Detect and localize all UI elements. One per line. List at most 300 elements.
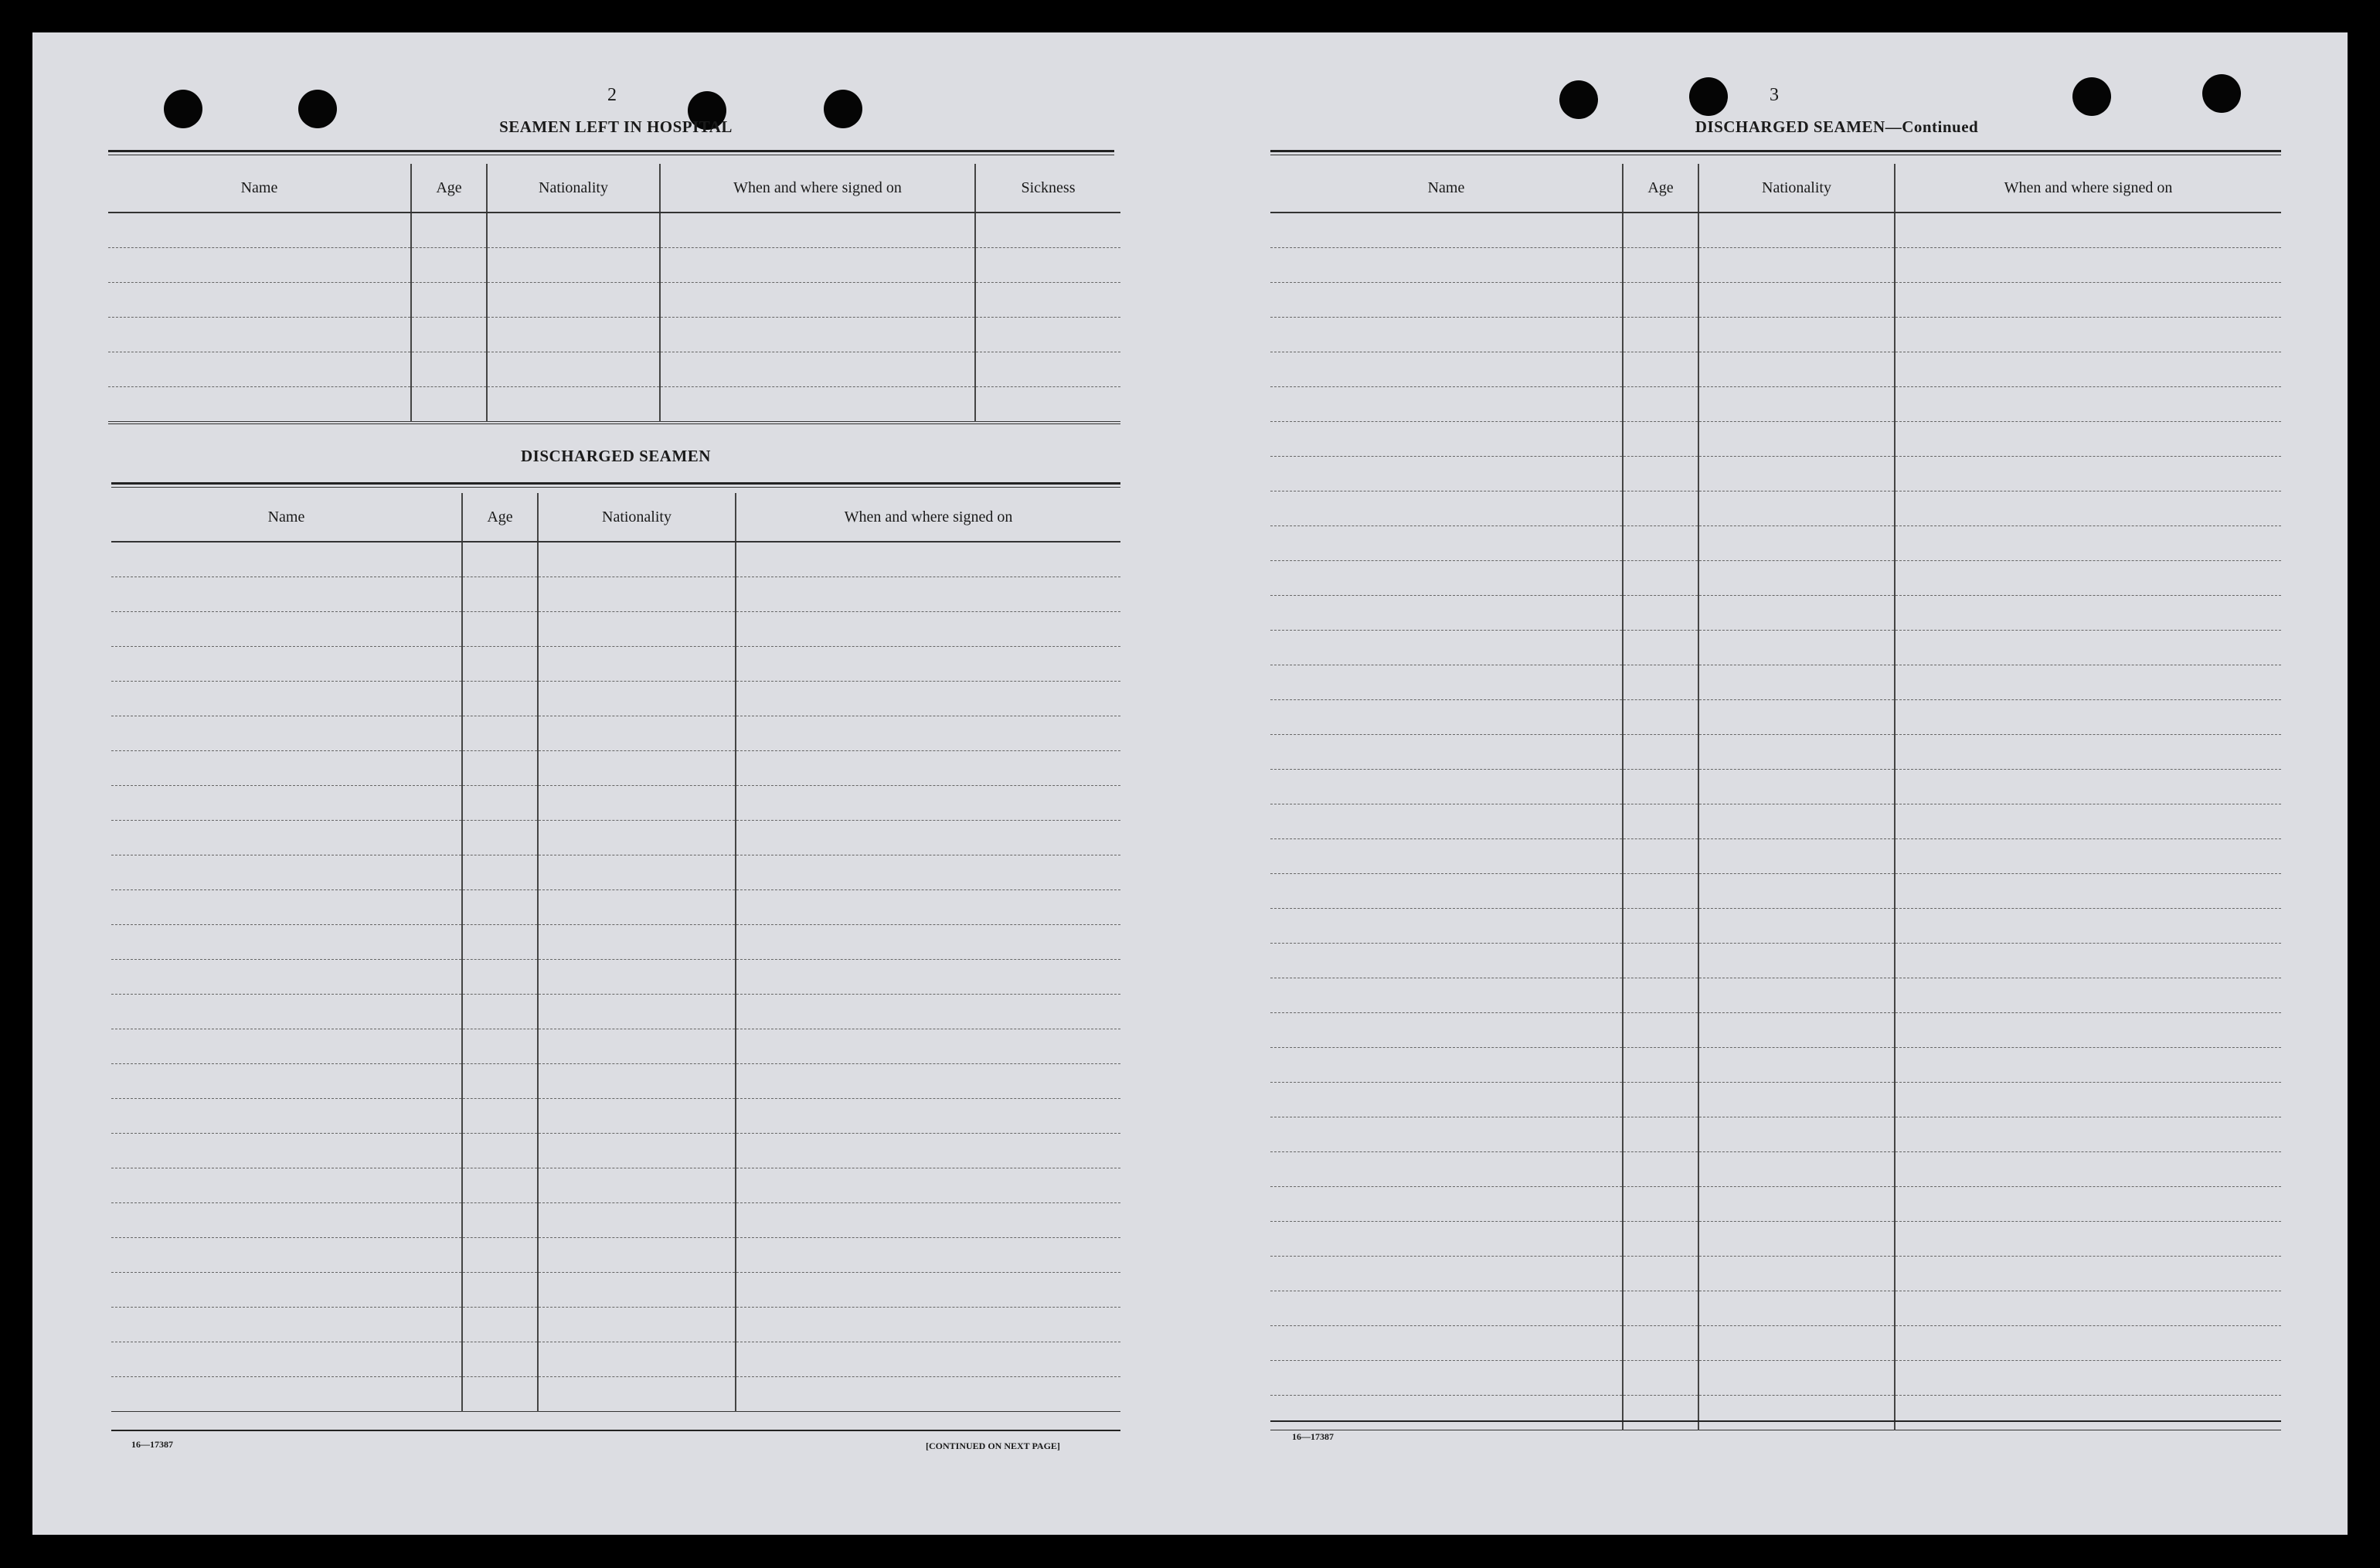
table-cell bbox=[1270, 1257, 1623, 1291]
table-row bbox=[1270, 735, 2281, 770]
table-row bbox=[1270, 1291, 2281, 1326]
table-cell bbox=[1270, 1222, 1623, 1257]
table-cell bbox=[411, 283, 487, 318]
table-cell bbox=[1895, 1152, 2281, 1187]
table-cell bbox=[487, 248, 660, 283]
table-row bbox=[111, 786, 1120, 821]
table-cell bbox=[1270, 874, 1623, 909]
table-cell bbox=[111, 1064, 462, 1099]
table-cell bbox=[111, 716, 462, 751]
table-cell bbox=[736, 1168, 1120, 1203]
table-cell bbox=[1623, 1013, 1698, 1048]
table-cell bbox=[1895, 1257, 2281, 1291]
table-row bbox=[1270, 804, 2281, 839]
table-cell bbox=[462, 647, 538, 682]
table-cell bbox=[1623, 318, 1698, 352]
table-row bbox=[1270, 352, 2281, 387]
table-cell bbox=[538, 647, 736, 682]
table-cell bbox=[736, 1203, 1120, 1238]
table-cell bbox=[975, 352, 1120, 387]
table-cell bbox=[538, 1377, 736, 1412]
table-cell bbox=[1698, 318, 1895, 352]
table-header-row bbox=[111, 493, 1120, 542]
table-row bbox=[1270, 1152, 2281, 1187]
table-cell bbox=[1895, 1187, 2281, 1222]
table-cell bbox=[538, 682, 736, 716]
table-row bbox=[108, 318, 1120, 352]
table-row bbox=[1270, 631, 2281, 665]
table-cell bbox=[462, 682, 538, 716]
table-cell bbox=[538, 925, 736, 960]
table-cell bbox=[660, 248, 975, 283]
table-cell bbox=[1698, 248, 1895, 283]
table-cell bbox=[1698, 978, 1895, 1013]
table-cell bbox=[1895, 491, 2281, 526]
column-header-age: Age bbox=[462, 493, 538, 542]
table-row bbox=[1270, 596, 2281, 631]
table-cell bbox=[1895, 387, 2281, 422]
table-cell bbox=[1698, 352, 1895, 387]
page-number: 2 bbox=[607, 85, 617, 105]
table-row bbox=[1270, 1222, 2281, 1257]
table-cell bbox=[1270, 283, 1623, 318]
table-row bbox=[111, 1134, 1120, 1168]
table-cell bbox=[538, 855, 736, 890]
table-cell bbox=[538, 960, 736, 995]
table-cell bbox=[1623, 1117, 1698, 1152]
table-cell bbox=[1623, 248, 1698, 283]
table-cell bbox=[1270, 909, 1623, 944]
table-cell bbox=[111, 1134, 462, 1168]
table-cell bbox=[1623, 1257, 1698, 1291]
table-row bbox=[1270, 1013, 2281, 1048]
table-cell bbox=[1623, 596, 1698, 631]
table-cell bbox=[975, 213, 1120, 248]
top-rule bbox=[111, 482, 1120, 485]
table-cell bbox=[1895, 457, 2281, 491]
punch-hole bbox=[298, 90, 337, 128]
table-cell bbox=[1895, 283, 2281, 318]
table-cell bbox=[1895, 1326, 2281, 1361]
table-cell bbox=[660, 352, 975, 387]
table-cell bbox=[538, 1238, 736, 1273]
table-cell bbox=[1270, 1396, 1623, 1430]
table-cell bbox=[1270, 1291, 1623, 1326]
table-row bbox=[1270, 1083, 2281, 1117]
table-cell bbox=[1270, 248, 1623, 283]
table-cell bbox=[111, 1203, 462, 1238]
table-cell bbox=[462, 1168, 538, 1203]
table-row bbox=[1270, 387, 2281, 422]
table-cell bbox=[1623, 1152, 1698, 1187]
column-header-when-and-where-signed-on: When and where signed on bbox=[736, 493, 1120, 542]
table-cell bbox=[487, 318, 660, 352]
table-cell bbox=[1895, 1083, 2281, 1117]
table-cell bbox=[736, 925, 1120, 960]
table-cell bbox=[1698, 526, 1895, 561]
bottom-rule bbox=[1270, 1420, 2281, 1422]
table-cell bbox=[1270, 1083, 1623, 1117]
table-cell bbox=[1270, 978, 1623, 1013]
table-cell bbox=[1623, 1326, 1698, 1361]
hospital-table bbox=[108, 164, 1120, 422]
punch-hole bbox=[2202, 74, 2241, 113]
table-cell bbox=[1698, 1326, 1895, 1361]
table-row bbox=[111, 682, 1120, 716]
table-row bbox=[111, 995, 1120, 1029]
table-cell bbox=[1895, 909, 2281, 944]
form-number: 16—17387 bbox=[1292, 1431, 1334, 1442]
table-cell bbox=[736, 855, 1120, 890]
table-cell bbox=[487, 352, 660, 387]
table-cell bbox=[1895, 352, 2281, 387]
table-cell bbox=[1698, 631, 1895, 665]
table-row bbox=[111, 1029, 1120, 1064]
table-cell bbox=[1895, 631, 2281, 665]
table-cell bbox=[1698, 596, 1895, 631]
table-cell bbox=[1698, 1291, 1895, 1326]
table-cell bbox=[111, 821, 462, 855]
table-row bbox=[111, 821, 1120, 855]
page-number: 3 bbox=[1770, 85, 1779, 105]
table-row bbox=[111, 1308, 1120, 1342]
table-cell bbox=[111, 786, 462, 821]
table-cell bbox=[1895, 944, 2281, 978]
table-row bbox=[111, 612, 1120, 647]
table-cell bbox=[1698, 422, 1895, 457]
table-cell bbox=[462, 890, 538, 925]
table-cell bbox=[1623, 526, 1698, 561]
table-cell bbox=[111, 542, 462, 577]
table-cell bbox=[1698, 457, 1895, 491]
table-row bbox=[1270, 1257, 2281, 1291]
table-cell bbox=[111, 1342, 462, 1377]
table-cell bbox=[1895, 1117, 2281, 1152]
table-row bbox=[111, 751, 1120, 786]
left-page bbox=[32, 32, 1192, 1535]
table-row bbox=[111, 1168, 1120, 1203]
table-cell bbox=[108, 283, 411, 318]
table-row bbox=[111, 925, 1120, 960]
table-cell bbox=[1270, 1117, 1623, 1152]
table-cell bbox=[1698, 1083, 1895, 1117]
table-cell bbox=[538, 890, 736, 925]
column-header-nationality: Nationality bbox=[1698, 164, 1895, 213]
table-cell bbox=[108, 352, 411, 387]
table-cell bbox=[736, 577, 1120, 612]
table-cell bbox=[462, 821, 538, 855]
table-row bbox=[1270, 700, 2281, 735]
table-cell bbox=[736, 1342, 1120, 1377]
table-cell bbox=[462, 1134, 538, 1168]
table-cell bbox=[111, 1168, 462, 1203]
table-row bbox=[111, 1203, 1120, 1238]
table-cell bbox=[538, 1134, 736, 1168]
table-cell bbox=[1698, 804, 1895, 839]
table-cell bbox=[111, 1377, 462, 1412]
table-row bbox=[1270, 526, 2281, 561]
table-cell bbox=[660, 318, 975, 352]
table-cell bbox=[1623, 909, 1698, 944]
punch-hole bbox=[2072, 77, 2111, 116]
table-cell bbox=[462, 786, 538, 821]
top-rule bbox=[1270, 150, 2281, 152]
form-number: 16—17387 bbox=[131, 1439, 173, 1450]
table-row bbox=[111, 1064, 1120, 1099]
table-cell bbox=[1270, 561, 1623, 596]
table-cell bbox=[1895, 1396, 2281, 1430]
table-row bbox=[111, 577, 1120, 612]
table-cell bbox=[462, 1064, 538, 1099]
table-row bbox=[1270, 318, 2281, 352]
table-cell bbox=[736, 542, 1120, 577]
table-cell bbox=[736, 1134, 1120, 1168]
table-cell bbox=[1270, 1187, 1623, 1222]
table-cell bbox=[1623, 422, 1698, 457]
table-cell bbox=[538, 542, 736, 577]
table-row bbox=[111, 542, 1120, 577]
table-cell bbox=[1895, 561, 2281, 596]
table-cell bbox=[1895, 770, 2281, 804]
table-cell bbox=[1698, 839, 1895, 874]
table-cell bbox=[1270, 596, 1623, 631]
table-cell bbox=[736, 1377, 1120, 1412]
table-cell bbox=[1270, 665, 1623, 700]
table-cell bbox=[111, 1273, 462, 1308]
discharged-continued-title bbox=[1562, 117, 2111, 137]
table-cell bbox=[108, 318, 411, 352]
table-cell bbox=[975, 387, 1120, 422]
table-cell bbox=[736, 786, 1120, 821]
table-cell bbox=[111, 995, 462, 1029]
table-row bbox=[111, 960, 1120, 995]
table-cell bbox=[1270, 352, 1623, 387]
table-cell bbox=[1698, 700, 1895, 735]
right-page bbox=[1192, 32, 2348, 1535]
table-cell bbox=[1698, 491, 1895, 526]
table-cell bbox=[462, 577, 538, 612]
table-cell bbox=[1623, 491, 1698, 526]
table-cell bbox=[1623, 944, 1698, 978]
table-row bbox=[111, 647, 1120, 682]
table-cell bbox=[1623, 561, 1698, 596]
table-cell bbox=[975, 248, 1120, 283]
hospital-section-title: SEAMEN LEFT IN HOSPITAL bbox=[499, 117, 733, 136]
table-row bbox=[1270, 1396, 2281, 1430]
table-cell bbox=[1623, 1222, 1698, 1257]
table-cell bbox=[1270, 839, 1623, 874]
table-cell bbox=[111, 751, 462, 786]
table-header-row bbox=[108, 164, 1120, 213]
table-cell bbox=[1270, 318, 1623, 352]
table-row bbox=[108, 213, 1120, 248]
table-cell bbox=[736, 960, 1120, 995]
column-header-age: Age bbox=[411, 164, 487, 213]
table-row bbox=[111, 1099, 1120, 1134]
table-cell bbox=[462, 1377, 538, 1412]
table-cell bbox=[111, 682, 462, 716]
table-cell bbox=[1698, 213, 1895, 248]
table-cell bbox=[462, 1273, 538, 1308]
table-cell bbox=[1895, 422, 2281, 457]
table-row bbox=[108, 387, 1120, 422]
table-row bbox=[111, 890, 1120, 925]
table-cell bbox=[1895, 526, 2281, 561]
table-cell bbox=[108, 387, 411, 422]
table-cell bbox=[487, 283, 660, 318]
table-cell bbox=[1623, 283, 1698, 318]
table-cell bbox=[1270, 1326, 1623, 1361]
column-header-nationality: Nationality bbox=[487, 164, 660, 213]
table-cell bbox=[1270, 1152, 1623, 1187]
table-cell bbox=[1270, 387, 1623, 422]
table-cell bbox=[538, 751, 736, 786]
table-cell bbox=[660, 387, 975, 422]
discharged-table bbox=[111, 493, 1120, 1412]
table-row bbox=[1270, 283, 2281, 318]
table-cell bbox=[462, 612, 538, 647]
table-cell bbox=[411, 248, 487, 283]
table-cell bbox=[538, 1029, 736, 1064]
table-cell bbox=[1698, 770, 1895, 804]
table-cell bbox=[975, 283, 1120, 318]
table-cell bbox=[108, 248, 411, 283]
table-cell bbox=[1623, 352, 1698, 387]
column-header-name: Name bbox=[108, 164, 411, 213]
discharged-section-title: DISCHARGED SEAMEN bbox=[521, 447, 711, 465]
table-cell bbox=[1698, 909, 1895, 944]
table-cell bbox=[1698, 1152, 1895, 1187]
table-cell bbox=[1895, 318, 2281, 352]
table-cell bbox=[1698, 944, 1895, 978]
table-cell bbox=[462, 995, 538, 1029]
table-cell bbox=[1895, 665, 2281, 700]
table-row bbox=[111, 1342, 1120, 1377]
table-cell bbox=[1895, 248, 2281, 283]
table-cell bbox=[1270, 735, 1623, 770]
table-cell bbox=[462, 716, 538, 751]
table-row bbox=[111, 1377, 1120, 1412]
table-cell bbox=[1895, 596, 2281, 631]
table-cell bbox=[1698, 1257, 1895, 1291]
table-cell bbox=[108, 213, 411, 248]
table-row bbox=[1270, 1361, 2281, 1396]
table-row bbox=[1270, 213, 2281, 248]
continued-note: [CONTINUED ON NEXT PAGE] bbox=[926, 1440, 1060, 1451]
table-row bbox=[1270, 491, 2281, 526]
table-cell bbox=[462, 855, 538, 890]
table-cell bbox=[538, 1342, 736, 1377]
table-cell bbox=[462, 1342, 538, 1377]
table-cell bbox=[1698, 1222, 1895, 1257]
table-cell bbox=[1623, 1083, 1698, 1117]
table-cell bbox=[736, 995, 1120, 1029]
table-cell bbox=[1270, 1048, 1623, 1083]
table-header-row bbox=[1270, 164, 2281, 213]
table-cell bbox=[111, 960, 462, 995]
column-header-name: Name bbox=[1270, 164, 1623, 213]
table-cell bbox=[1698, 561, 1895, 596]
table-cell bbox=[1895, 1291, 2281, 1326]
table-cell bbox=[111, 890, 462, 925]
table-cell bbox=[538, 1099, 736, 1134]
table-cell bbox=[111, 925, 462, 960]
table-cell bbox=[462, 751, 538, 786]
table-cell bbox=[111, 1099, 462, 1134]
table-cell bbox=[411, 318, 487, 352]
table-cell bbox=[1623, 978, 1698, 1013]
punch-hole bbox=[1689, 77, 1728, 116]
bottom-rule bbox=[111, 1430, 1120, 1431]
table-row bbox=[1270, 1048, 2281, 1083]
table-cell bbox=[975, 318, 1120, 352]
table-cell bbox=[1895, 700, 2281, 735]
table-row bbox=[1270, 770, 2281, 804]
table-row bbox=[108, 283, 1120, 318]
table-cell bbox=[538, 1064, 736, 1099]
table-cell bbox=[111, 647, 462, 682]
table-cell bbox=[1623, 839, 1698, 874]
table-cell bbox=[1270, 422, 1623, 457]
table-cell bbox=[736, 751, 1120, 786]
table-cell bbox=[1623, 735, 1698, 770]
table-cell bbox=[538, 995, 736, 1029]
table-cell bbox=[660, 213, 975, 248]
table-cell bbox=[1270, 526, 1623, 561]
table-cell bbox=[538, 821, 736, 855]
table-cell bbox=[1698, 1396, 1895, 1430]
table-cell bbox=[1698, 1361, 1895, 1396]
section-title-suffix: —Continued bbox=[1885, 117, 1979, 136]
table-cell bbox=[1623, 1291, 1698, 1326]
table-cell bbox=[1270, 631, 1623, 665]
table-row bbox=[1270, 561, 2281, 596]
table-cell bbox=[1270, 770, 1623, 804]
table-cell bbox=[736, 716, 1120, 751]
table-cell bbox=[1270, 491, 1623, 526]
table-cell bbox=[462, 1238, 538, 1273]
table-cell bbox=[1270, 1361, 1623, 1396]
table-cell bbox=[111, 1308, 462, 1342]
table-row bbox=[108, 352, 1120, 387]
column-header-sickness: Sickness bbox=[975, 164, 1120, 213]
table-cell bbox=[538, 716, 736, 751]
table-row bbox=[108, 248, 1120, 283]
table-cell bbox=[462, 960, 538, 995]
table-cell bbox=[1895, 1048, 2281, 1083]
table-cell bbox=[736, 821, 1120, 855]
table-cell bbox=[1895, 804, 2281, 839]
table-cell bbox=[411, 387, 487, 422]
table-cell bbox=[1623, 804, 1698, 839]
table-cell bbox=[1698, 1117, 1895, 1152]
column-header-name: Name bbox=[111, 493, 462, 542]
table-cell bbox=[1698, 874, 1895, 909]
table-cell bbox=[1623, 1361, 1698, 1396]
table-cell bbox=[111, 577, 462, 612]
table-cell bbox=[736, 1064, 1120, 1099]
table-cell bbox=[538, 786, 736, 821]
discharged-continued-table bbox=[1270, 164, 2281, 1430]
table-cell bbox=[1895, 735, 2281, 770]
table-cell bbox=[1895, 1013, 2281, 1048]
table-cell bbox=[462, 1203, 538, 1238]
table-cell bbox=[1623, 213, 1698, 248]
table-cell bbox=[1623, 1187, 1698, 1222]
table-cell bbox=[1698, 1187, 1895, 1222]
table-cell bbox=[111, 1238, 462, 1273]
table-cell bbox=[1623, 700, 1698, 735]
